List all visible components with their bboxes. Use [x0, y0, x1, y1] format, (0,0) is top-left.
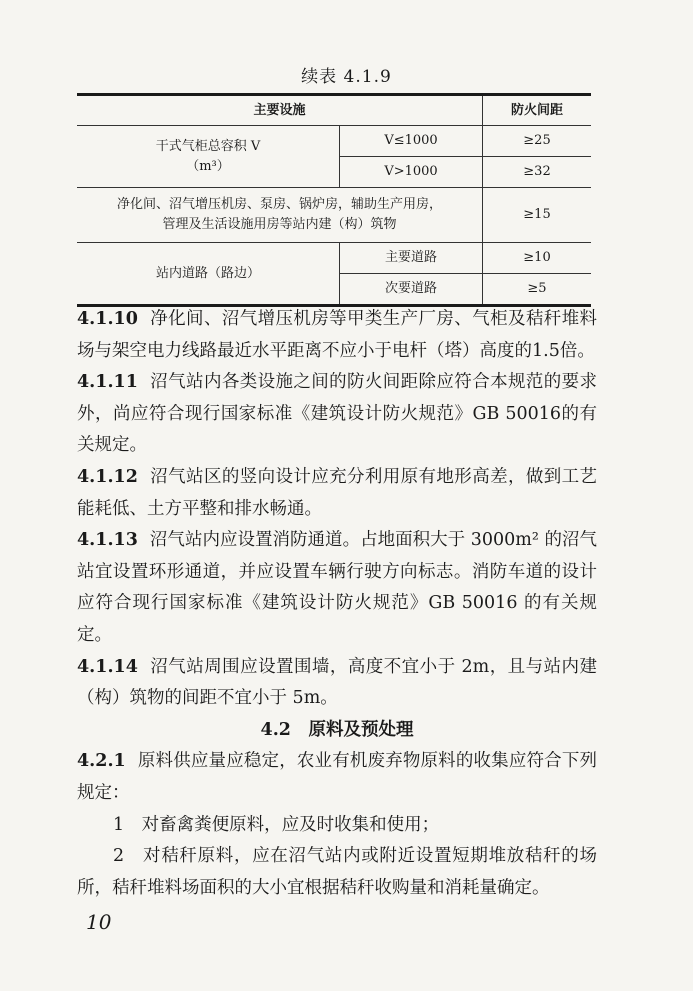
minor-road: 次要道路	[340, 274, 483, 306]
section-title: 4.2 原料及预处理	[260, 719, 414, 740]
clause-number: 4.1.11	[77, 372, 138, 393]
clause-number: 4.1.13	[77, 530, 138, 551]
body-text	[77, 304, 597, 904]
clause-number: 4.1.12	[77, 466, 138, 487]
clause-4-1-11	[77, 367, 597, 462]
table-row	[77, 126, 591, 157]
buildings-cell	[77, 188, 483, 243]
gasholder-large-value: ≥32	[483, 157, 592, 188]
gasholder-cell	[77, 126, 340, 188]
clause-text: 沼气站内应设置消防通道。占地面积大于 3000m² 的沼气站宜设置环形通道，并应设置车辆行驶方向标志。消防车道的设计应符合现行国家标准《建筑设计防火规范》GB 50016 的有关规定。	[77, 530, 597, 645]
header-facility: 主要设施	[77, 95, 483, 126]
minor-road-value: ≥5	[483, 274, 592, 306]
buildings-line-2: 管理及生活设施用房等站内建（构）筑物	[162, 217, 397, 232]
clause-text: 净化间、沼气增压机房等甲类生产厂房、气柜及秸秆堆料场与架空电力线路最近水平距离不应小于电杆（塔）高度的1.5倍。	[77, 309, 597, 361]
list-item: 2 对秸秆原料，应在沼气站内或附近设置短期堆放秸秆的场所，秸秆堆料场面积的大小宜根据秸秆收购量和消耗量确定。	[77, 846, 597, 898]
gasholder-large-cond: V>1000	[340, 157, 483, 188]
gasholder-label: 干式气柜总容积 V	[155, 138, 261, 154]
fire-distance-table	[77, 93, 591, 307]
buildings-value: ≥15	[483, 188, 592, 243]
clause-4-1-12	[77, 462, 597, 525]
table-caption: 续表 4.1.9	[301, 67, 392, 87]
list-item: 1 对畜禽粪便原料，应及时收集和使用；	[113, 814, 440, 835]
table-row	[77, 188, 591, 243]
table-row	[77, 243, 591, 274]
main-road-value: ≥10	[483, 243, 592, 274]
clause-number: 4.2.1	[77, 751, 126, 772]
clause-text: 沼气站周围应设置围墙，高度不宜小于 2m，且与站内建（构）筑物的间距不宜小于 5m。	[77, 656, 597, 709]
clause-4-1-14	[77, 652, 597, 715]
gasholder-small-cond: V≤1000	[340, 126, 483, 157]
clause-4-1-10	[77, 304, 597, 367]
clause-4-1-13	[77, 525, 597, 651]
buildings-line-1: 净化间、沼气增压机房、泵房、锅炉房，辅助生产用房，	[116, 197, 442, 212]
road-label: 站内道路（路边）	[77, 243, 340, 306]
clause-text: 沼气站区的竖向设计应充分利用原有地形高差，做到工艺能耗低、土方平整和排水畅通。	[77, 466, 597, 519]
header-distance: 防火间距	[483, 95, 592, 126]
clause-number: 4.1.10	[77, 309, 138, 329]
gasholder-unit: （m³）	[186, 158, 230, 174]
clause-4-2-1	[77, 746, 597, 809]
page-number: 10	[86, 910, 112, 934]
clause-text: 原料供应量应稳定，农业有机废弃物原料的收集应符合下列规定：	[77, 751, 597, 803]
clause-text: 沼气站内各类设施之间的防火间距除应符合本规范的要求外，尚应符合现行国家标准《建筑设计防火规范》GB 50016的有关规定。	[77, 372, 597, 456]
main-road: 主要道路	[340, 243, 483, 274]
table-header-row	[77, 95, 591, 126]
gasholder-small-value: ≥25	[483, 126, 592, 157]
clause-number: 4.1.14	[77, 656, 138, 677]
